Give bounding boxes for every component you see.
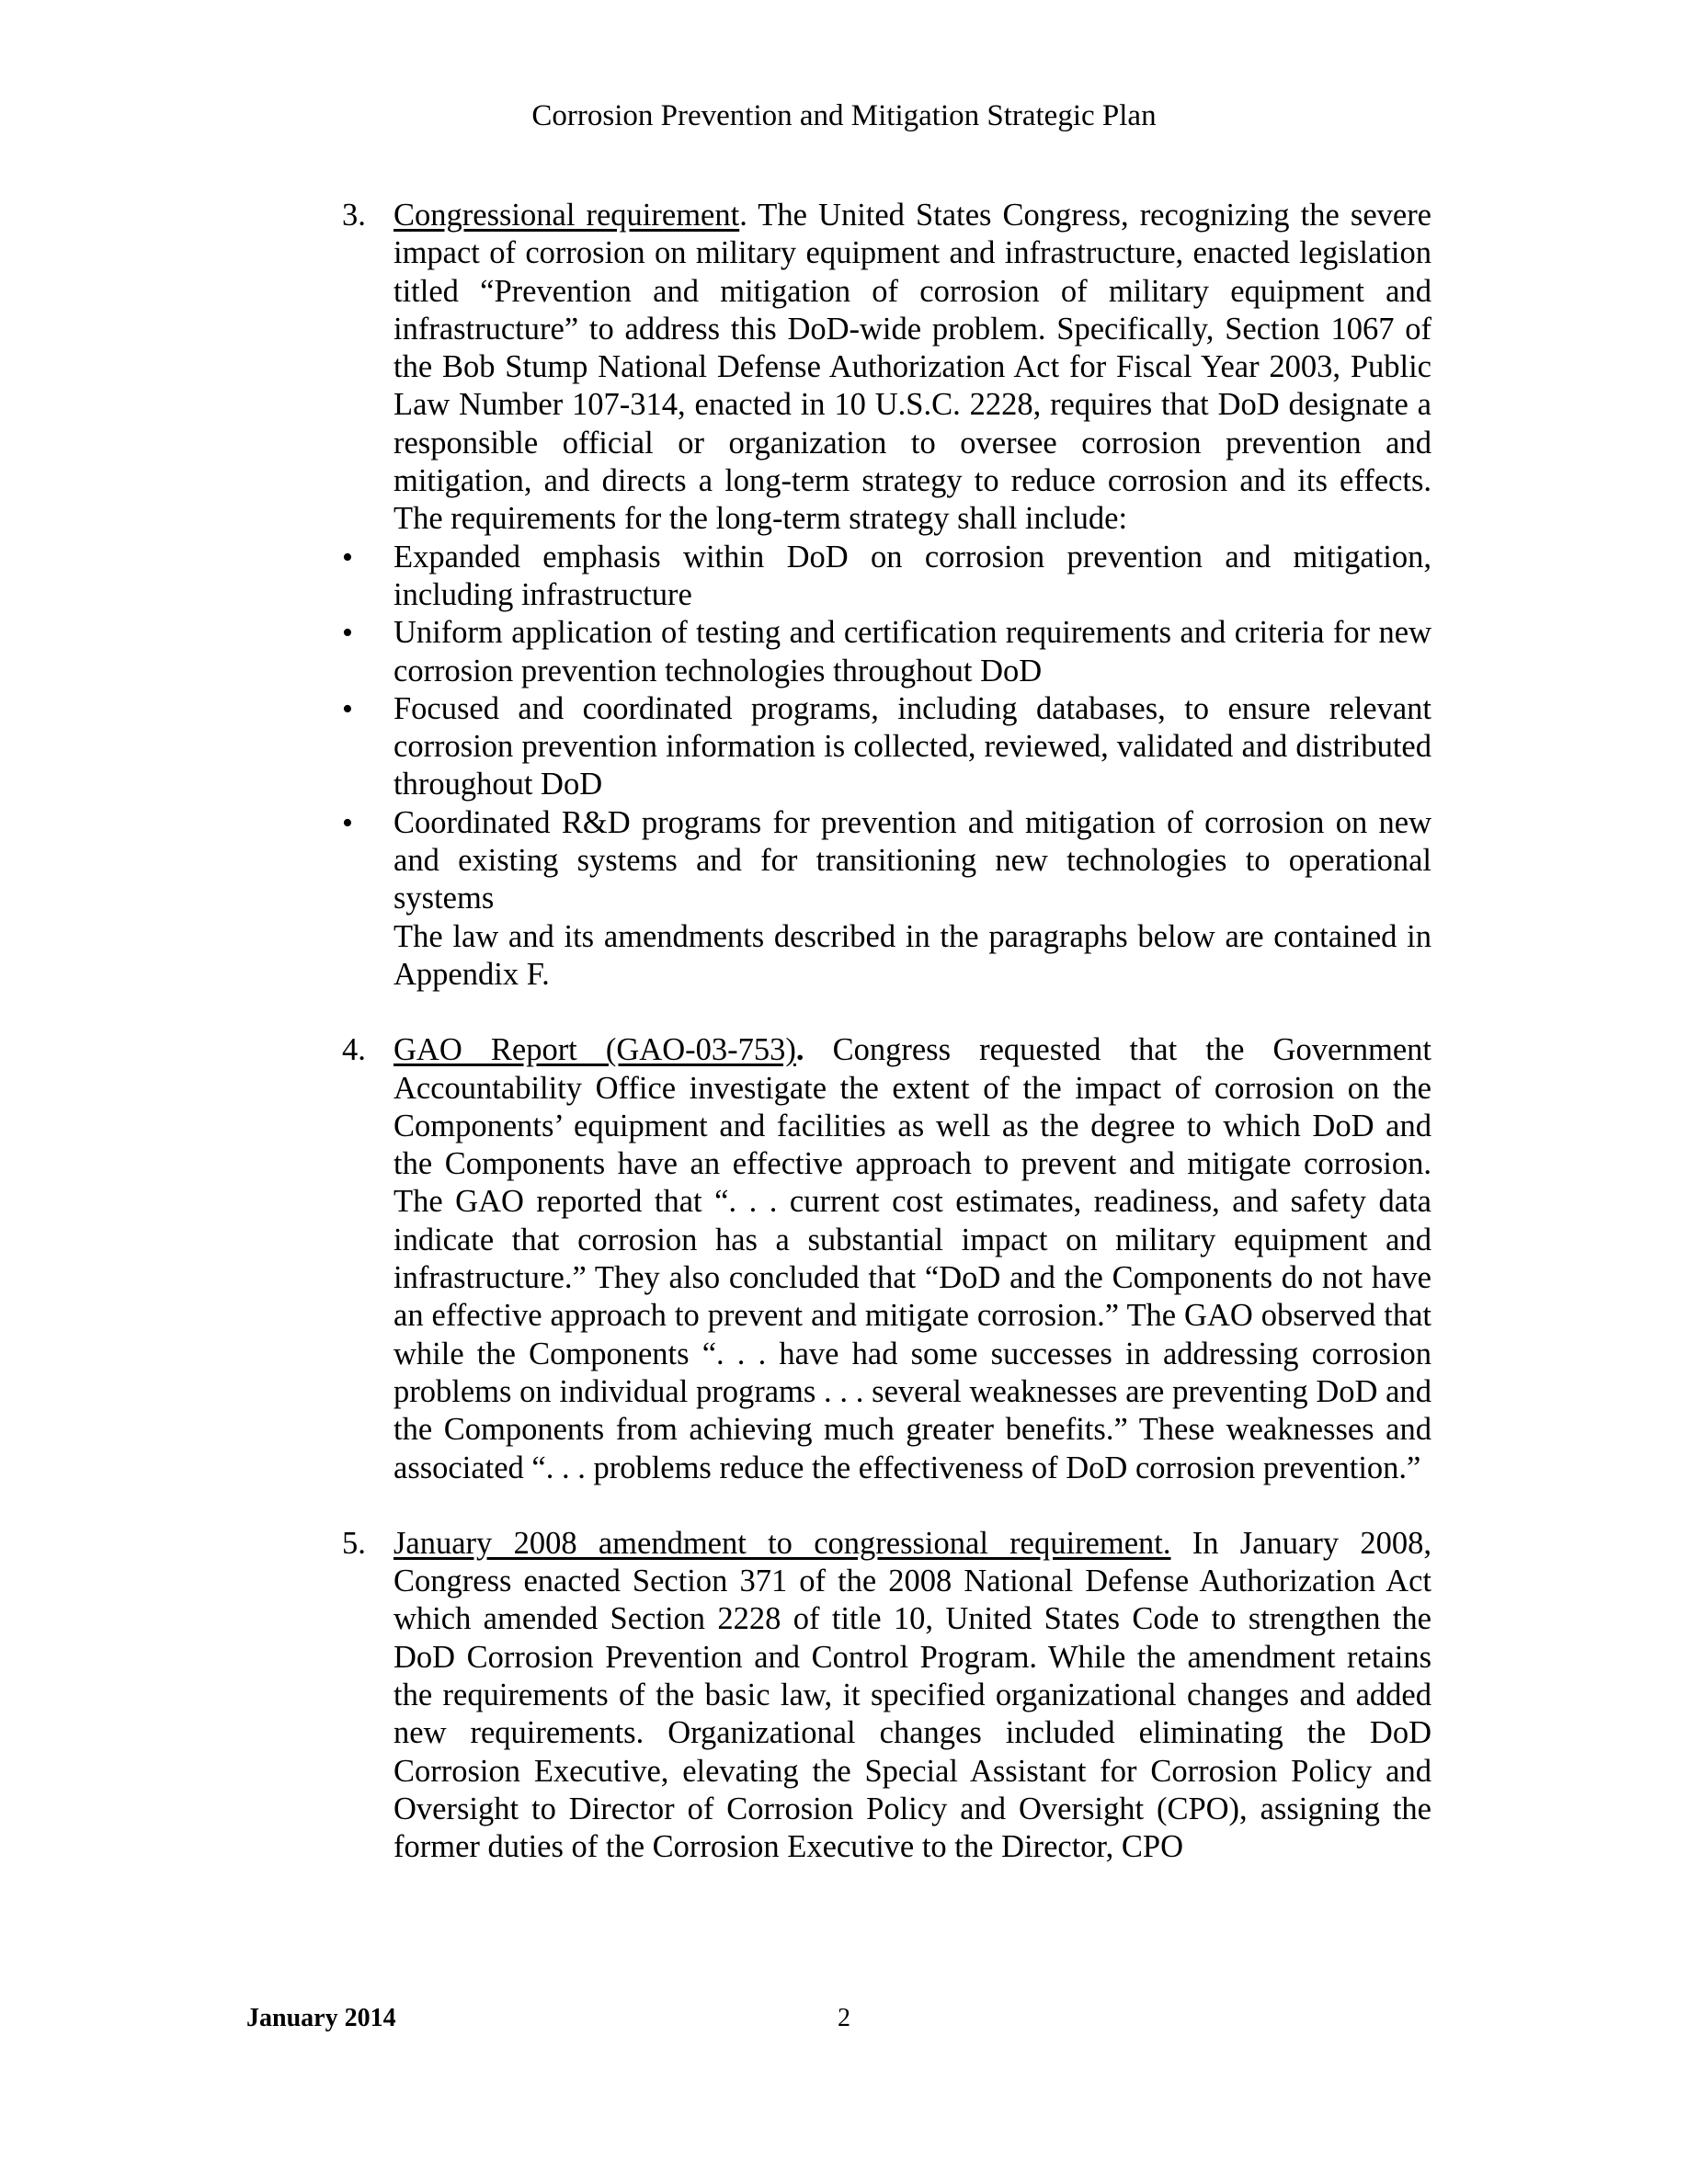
bullet-icon: • xyxy=(342,691,353,726)
heading-period: . xyxy=(795,1032,804,1068)
closing-paragraph: The law and its amendments described in the paragraphs below are contained in Appendix F. xyxy=(393,918,1431,992)
section-number: 3. xyxy=(342,198,366,233)
section-3 xyxy=(342,197,1431,539)
page-number: 2 xyxy=(838,2004,850,2032)
bullet-icon: • xyxy=(342,805,353,840)
section-heading: Congressional requirement xyxy=(393,198,740,233)
paragraph-gap xyxy=(342,1487,1431,1525)
running-header: Corrosion Prevention and Mitigation Strategic Plan xyxy=(531,99,1157,132)
section-5 xyxy=(342,1525,1431,1867)
section-heading: January 2008 amendment to congressional requirement. xyxy=(393,1525,1171,1561)
section-text: . The United States Congress, recognizing the severe impact of corrosion on military equipment and infrastructure, enacted legislation titled “Prevention and mitigation of corrosion of military equipment and infrastructure” to address this DoD-wide problem. Specifically, Section 1067 of the Bob Stump National Defense Authorization Act for Fiscal Year 2003, Public Law Number 107-314, enacted in 10 U.S.C. 2228, requires that DoD designate a responsible official or organization to oversee corrosion prevention and mitigation, and directs a long-term strategy to reduce corrosion and its effects. The requirements for the long-term strategy shall include: xyxy=(393,198,1431,537)
bullet-text: Focused and coordinated programs, including databases, to ensure relevant corrosion prevention information is collected, reviewed, validated and distributed throughout DoD xyxy=(393,690,1431,802)
bullet-text: Coordinated R&D programs for prevention and mitigation of corrosion on new and existing systems and for transitioning new technologies to operational systems xyxy=(393,804,1431,916)
bullet-icon: • xyxy=(342,616,353,651)
section-heading: GAO Report (GAO-03-753) xyxy=(393,1032,796,1068)
section-number: 5. xyxy=(342,1525,366,1561)
paragraph-gap xyxy=(342,994,1431,1031)
bullet-item xyxy=(342,614,1431,690)
footer-date: January 2014 xyxy=(246,2004,396,2032)
section-number: 4. xyxy=(342,1032,366,1068)
bullet-text: Expanded emphasis within DoD on corrosion prevention and mitigation, including infrastructure xyxy=(393,539,1431,612)
bullet-item xyxy=(342,804,1431,918)
section-text: In January 2008, Congress enacted Section 371 of the 2008 National Defense Authorization Act which amended Section 2228 of title 10, United States Code to strengthen the DoD Corrosion Prevention and Control Program. While the amendment retains the requirements of the basic law, it specified organizational changes and added new requirements. Organizational changes included eliminating the DoD Corrosion Executive, elevating the Special Assistant for Corrosion Policy and Oversight to Director of Corrosion Policy and Oversight (CPO), assigning the former duties of the Corrosion Executive to the Director, CPO xyxy=(393,1525,1431,1865)
bullet-item xyxy=(342,539,1431,615)
bullet-text: Uniform application of testing and certification requirements and criteria for new corrosion prevention technologies throughout DoD xyxy=(393,615,1431,688)
bullet-item xyxy=(342,690,1431,804)
section-text: Congress requested that the Government Accountability Office investigate the extent of the impact of corrosion on the Components’ equipment and facilities as well as the degree to which DoD and the Components have an effective approach to prevent and mitigate corrosion. The GAO reported that “. . . current cost estimates, readiness, and safety data indicate that corrosion has a substantial impact on military equipment and infrastructure.” They also concluded that “DoD and the Components do not have an effective approach to prevent and mitigate corrosion.” The GAO observed that while the Components “. . . have had some successes in addressing corrosion problems on individual programs . . . several weaknesses are preventing DoD and the Components from achieving much greater benefits.” These weaknesses and associated “. . . problems reduce the effectiveness of DoD corrosion prevention.” xyxy=(393,1032,1432,1485)
bullet-icon: • xyxy=(342,540,353,574)
section-4 xyxy=(342,1031,1431,1487)
document-body xyxy=(342,197,1431,1866)
